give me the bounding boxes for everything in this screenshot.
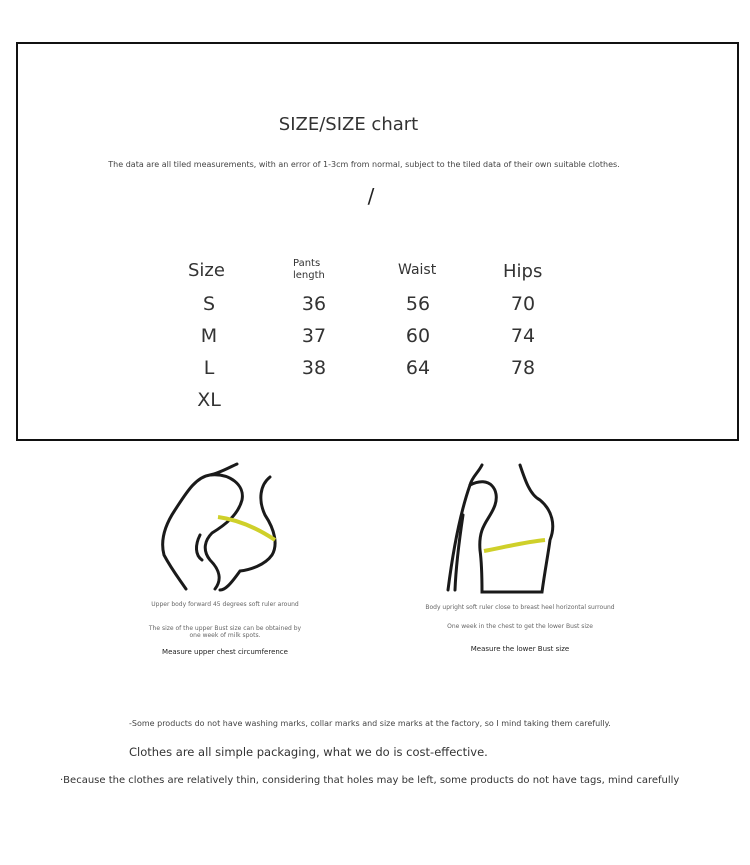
table-cell: 38	[301, 357, 327, 379]
note-tags: ·Because the clothes are relatively thin, considering that holes may be left, some products do not have tags, mind carefully	[60, 775, 680, 786]
upper-chest-figure	[150, 455, 300, 600]
lower-step-text: Body upright soft ruler close to breast heel horizontal surround	[425, 604, 615, 611]
table-cell: 37	[301, 325, 327, 347]
note-packaging: Clothes are all simple packaging, what we do is cost-effective.	[129, 745, 488, 759]
table-cell: 56	[405, 293, 431, 315]
upper-detail-text: The size of the upper Bust size can be obtained by one week of milk spots.	[148, 625, 302, 639]
table-cell: XL	[197, 389, 221, 411]
table-cell: 78	[510, 357, 536, 379]
table-cell: S	[202, 293, 216, 315]
body-outline	[163, 464, 275, 590]
chart-subtitle: The data are all tiled measurements, with an error of 1-3cm from normal, subject to the tiled data of their own suitable clothes.	[108, 160, 620, 169]
table-cell: 74	[510, 325, 536, 347]
table-cell: M	[200, 325, 218, 347]
tape-measure-line	[484, 540, 545, 551]
body-outline	[448, 465, 553, 592]
chart-title: SIZE/SIZE chart	[278, 114, 419, 135]
col-header-size: Size	[188, 260, 225, 281]
col-header-hips: Hips	[503, 261, 543, 282]
lower-detail-text: One week in the chest to get the lower Bust size	[447, 623, 593, 630]
table-cell: 60	[405, 325, 431, 347]
table-cell: L	[203, 357, 215, 379]
separator: /	[367, 184, 375, 208]
table-cell: 64	[405, 357, 431, 379]
table-cell: 36	[301, 293, 327, 315]
table-cell: 70	[510, 293, 536, 315]
upper-caption: Measure upper chest circumference	[162, 648, 288, 656]
upper-step-text: Upper body forward 45 degrees soft ruler around	[151, 601, 299, 608]
col-header-pants-length: Pants length	[293, 258, 325, 281]
col-header-waist: Waist	[398, 262, 437, 278]
tape-measure-line	[218, 517, 275, 540]
note-labels: -Some products do not have washing marks, collar marks and size marks at the factory, so I mind taking them carefully.	[129, 719, 611, 728]
size-chart-frame	[16, 42, 739, 441]
lower-bust-figure	[430, 455, 570, 600]
lower-caption: Measure the lower Bust size	[470, 645, 570, 653]
